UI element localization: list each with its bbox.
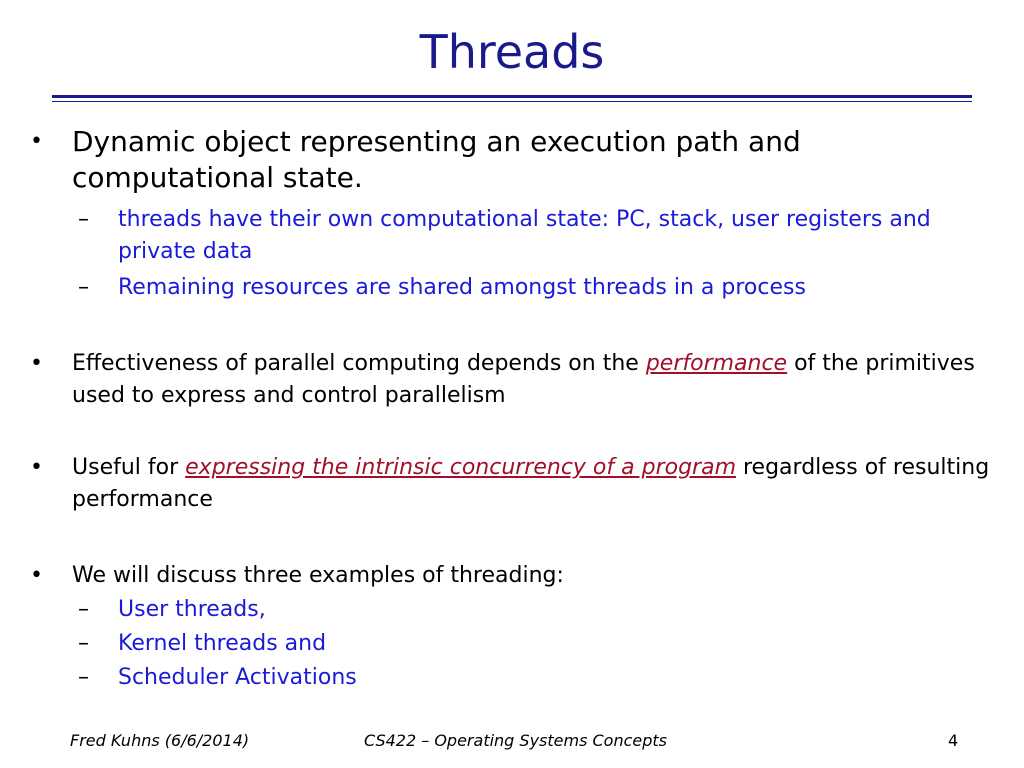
dash-marker: – — [78, 275, 89, 300]
bullet-1-text: Dynamic object representing an execution path and computational state. — [72, 125, 801, 194]
sub-bullet-4-3 — [78, 662, 978, 694]
concurrency-link[interactable]: expressing the intrinsic concurrency of a program — [185, 455, 736, 480]
dash-marker: – — [78, 631, 89, 656]
bullet-2 — [30, 348, 992, 412]
sub-bullet-4-1-text: User threads, — [118, 597, 266, 622]
sub-bullet-4-2 — [78, 628, 978, 660]
bullet-3 — [30, 452, 992, 516]
sub-bullet-1-1 — [78, 204, 978, 268]
sub-bullet-4-2-text: Kernel threads and — [118, 631, 327, 656]
slide-title: Threads — [419, 25, 605, 79]
sub-bullet-1-2 — [78, 272, 978, 304]
sub-bullet-4-1 — [78, 594, 978, 626]
bullet-2-post: of the primitives used to express and control parallelism — [72, 351, 975, 408]
page-number: 4 — [948, 731, 959, 750]
footer-author: Fred Kuhns (6/6/2014) — [70, 731, 250, 750]
bullet-4 — [30, 560, 992, 592]
sub-bullet-1-1-text: threads have their own computational state: PC, stack, user registers and private data — [118, 207, 931, 264]
performance-link[interactable]: performance — [645, 351, 788, 376]
bullet-1 — [30, 124, 992, 196]
bullet-marker: • — [30, 129, 43, 154]
bullet-marker: • — [30, 351, 43, 376]
bullet-marker: • — [30, 455, 43, 480]
sub-bullet-1-2-text: Remaining resources are shared amongst threads in a process — [118, 275, 806, 300]
dash-marker: – — [78, 207, 89, 232]
dash-marker: – — [78, 597, 89, 622]
footer-course: CS422 – Operating Systems Concepts — [364, 731, 668, 750]
sub-bullet-4-3-text: Scheduler Activations — [118, 665, 357, 690]
bullet-4-text: We will discuss three examples of threading: — [72, 563, 564, 588]
dash-marker: – — [78, 665, 89, 690]
bullet-3-pre: Useful for — [72, 455, 186, 480]
bullet-2-pre: Effectiveness of parallel computing depends on the — [72, 351, 646, 376]
bullet-3-post: regardless of resulting performance — [72, 455, 990, 512]
bullet-marker: • — [30, 563, 43, 588]
